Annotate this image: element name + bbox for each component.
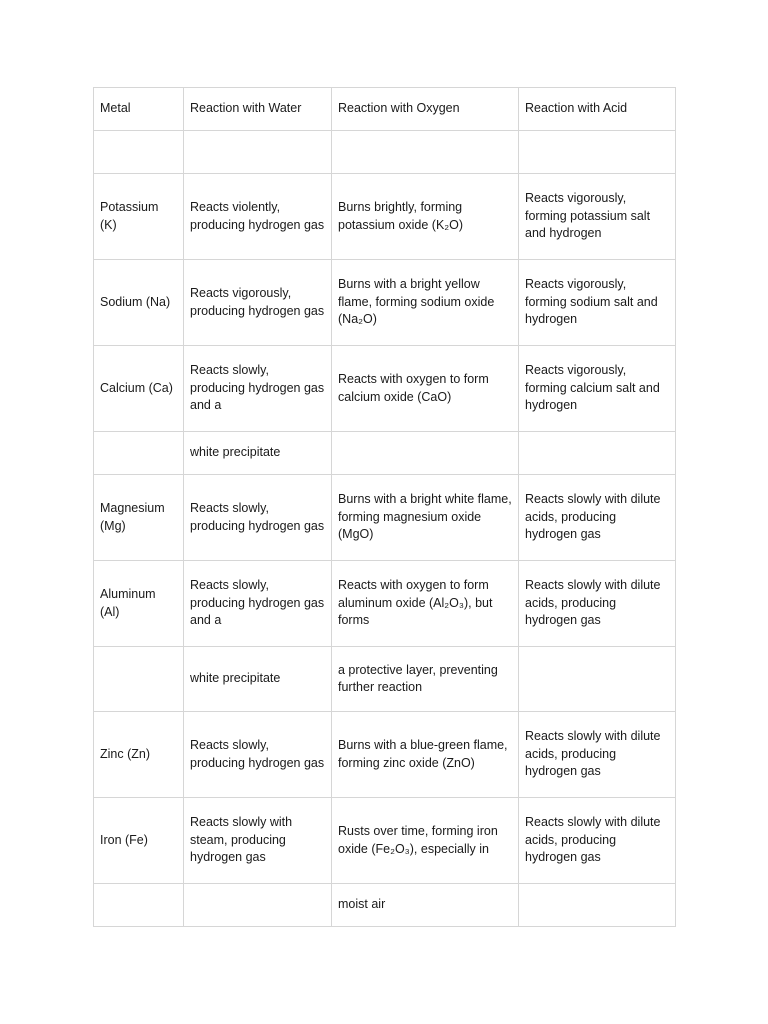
table-cell: Burns with a bright yellow flame, forming sodium oxide (Na₂O)	[332, 260, 519, 346]
table-cell	[94, 131, 184, 174]
table-row	[94, 884, 676, 927]
table-row	[94, 131, 676, 174]
table-cell	[94, 884, 184, 927]
table-cell: Reacts with oxygen to form calcium oxide (CaO)	[332, 346, 519, 432]
table-cell	[332, 131, 519, 174]
table-cell: white precipitate	[184, 647, 332, 712]
table-row	[94, 174, 676, 260]
table-cell	[519, 432, 676, 475]
table-cell	[519, 647, 676, 712]
header-row	[94, 88, 676, 131]
table-cell	[94, 647, 184, 712]
table-cell: Iron (Fe)	[94, 798, 184, 884]
table-cell: Burns with a bright white flame, forming magnesium oxide (MgO)	[332, 475, 519, 561]
table-row	[94, 561, 676, 647]
table-cell: Reacts slowly, producing hydrogen gas	[184, 712, 332, 798]
table-cell: Burns with a blue-green flame, forming zinc oxide (ZnO)	[332, 712, 519, 798]
table-cell	[184, 884, 332, 927]
metal-reactivity-table	[93, 87, 676, 927]
table-row	[94, 647, 676, 712]
table-cell: Magnesium (Mg)	[94, 475, 184, 561]
table-cell: Reacts vigorously, forming calcium salt and hydrogen	[519, 346, 676, 432]
table-cell: Reacts with oxygen to form aluminum oxide (Al₂O₃), but forms	[332, 561, 519, 647]
table-row	[94, 260, 676, 346]
table-row	[94, 712, 676, 798]
table-row	[94, 798, 676, 884]
table-cell: Reacts slowly with dilute acids, producing hydrogen gas	[519, 712, 676, 798]
table-cell: Burns brightly, forming potassium oxide (K₂O)	[332, 174, 519, 260]
header-cell-water: Reaction with Water	[184, 88, 332, 131]
table-cell: Reacts slowly with dilute acids, producing hydrogen gas	[519, 475, 676, 561]
table-cell: Reacts slowly, producing hydrogen gas and a	[184, 561, 332, 647]
table-cell: Reacts vigorously, producing hydrogen gas	[184, 260, 332, 346]
table-cell	[332, 432, 519, 475]
table-row	[94, 432, 676, 475]
table-cell: Aluminum (Al)	[94, 561, 184, 647]
table-cell: Calcium (Ca)	[94, 346, 184, 432]
table-cell: Reacts slowly with steam, producing hydrogen gas	[184, 798, 332, 884]
table-row	[94, 475, 676, 561]
table-cell: Potassium (K)	[94, 174, 184, 260]
table-cell: Reacts violently, producing hydrogen gas	[184, 174, 332, 260]
table-cell: Reacts slowly with dilute acids, producing hydrogen gas	[519, 561, 676, 647]
header-cell-metal: Metal	[94, 88, 184, 131]
table-cell	[519, 884, 676, 927]
table-cell: Sodium (Na)	[94, 260, 184, 346]
table-cell: Zinc (Zn)	[94, 712, 184, 798]
table-cell: Reacts slowly, producing hydrogen gas	[184, 475, 332, 561]
table-cell: white precipitate	[184, 432, 332, 475]
table-cell: moist air	[332, 884, 519, 927]
table-cell: Rusts over time, forming iron oxide (Fe₂O₃), especially in	[332, 798, 519, 884]
table-row	[94, 346, 676, 432]
header-cell-acid: Reaction with Acid	[519, 88, 676, 131]
table-cell	[184, 131, 332, 174]
header-cell-oxygen: Reaction with Oxygen	[332, 88, 519, 131]
table-cell	[519, 131, 676, 174]
table-cell: Reacts slowly, producing hydrogen gas and a	[184, 346, 332, 432]
table-cell: Reacts vigorously, forming sodium salt and hydrogen	[519, 260, 676, 346]
table-cell: Reacts slowly with dilute acids, producing hydrogen gas	[519, 798, 676, 884]
table-cell: a protective layer, preventing further reaction	[332, 647, 519, 712]
table-cell: Reacts vigorously, forming potassium salt and hydrogen	[519, 174, 676, 260]
table-cell	[94, 432, 184, 475]
